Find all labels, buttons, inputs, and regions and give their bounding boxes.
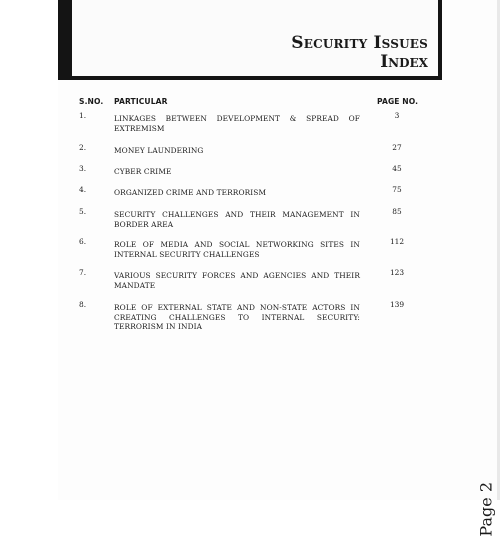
row-particular: VARIOUS SECURITY FORCES AND AGENCIES AND THEIR MANDATE xyxy=(114,271,360,290)
row-page-no: 27 xyxy=(392,143,402,152)
row-particular: ORGANIZED CRIME AND TERRORISM xyxy=(114,188,267,197)
row-particular: ROLE OF EXTERNAL STATE AND NON-STATE ACTORS IN CREATING CHALLENGES TO INTERNAL SECURITY: TERRORISM IN INDIA xyxy=(114,303,360,332)
row-sno: 2. xyxy=(79,143,87,152)
row-page-no: 123 xyxy=(389,268,405,277)
row-particular: LINKAGES BETWEEN DEVELOPMENT & SPREAD OF EXTREMISM xyxy=(114,114,360,133)
column-header-particular: PARTICULAR xyxy=(114,97,168,106)
row-sno: 5. xyxy=(79,207,87,216)
page-title: Security Issues xyxy=(291,33,428,53)
column-header-page: PAGE NO. xyxy=(377,97,419,106)
row-sno: 8. xyxy=(79,300,87,309)
column-header-sno: S.NO. xyxy=(79,97,104,106)
page-subtitle: Index xyxy=(380,52,428,72)
row-page-no: 75 xyxy=(392,185,402,194)
row-sno: 6. xyxy=(79,237,87,246)
row-sno: 1. xyxy=(79,111,87,120)
row-page-no: 45 xyxy=(392,164,402,173)
header-box xyxy=(58,0,442,80)
row-page-no: 85 xyxy=(392,207,402,216)
row-page-no: 139 xyxy=(389,300,405,309)
row-page-no: 112 xyxy=(389,237,405,246)
row-particular: MONEY LAUNDERING xyxy=(114,146,204,155)
row-sno: 4. xyxy=(79,185,87,194)
row-particular: SECURITY CHALLENGES AND THEIR MANAGEMENT IN BORDER AREA xyxy=(114,210,360,229)
left-margin xyxy=(0,0,58,500)
row-sno: 3. xyxy=(79,164,87,173)
row-particular: ROLE OF MEDIA AND SOCIAL NETWORKING SITES IN INTERNAL SECURITY CHALLENGES xyxy=(114,240,360,259)
row-page-no: 3 xyxy=(394,111,400,120)
row-particular: CYBER CRIME xyxy=(114,167,172,176)
page-number-footer: Page 2 xyxy=(477,482,496,537)
row-sno: 7. xyxy=(79,268,87,277)
